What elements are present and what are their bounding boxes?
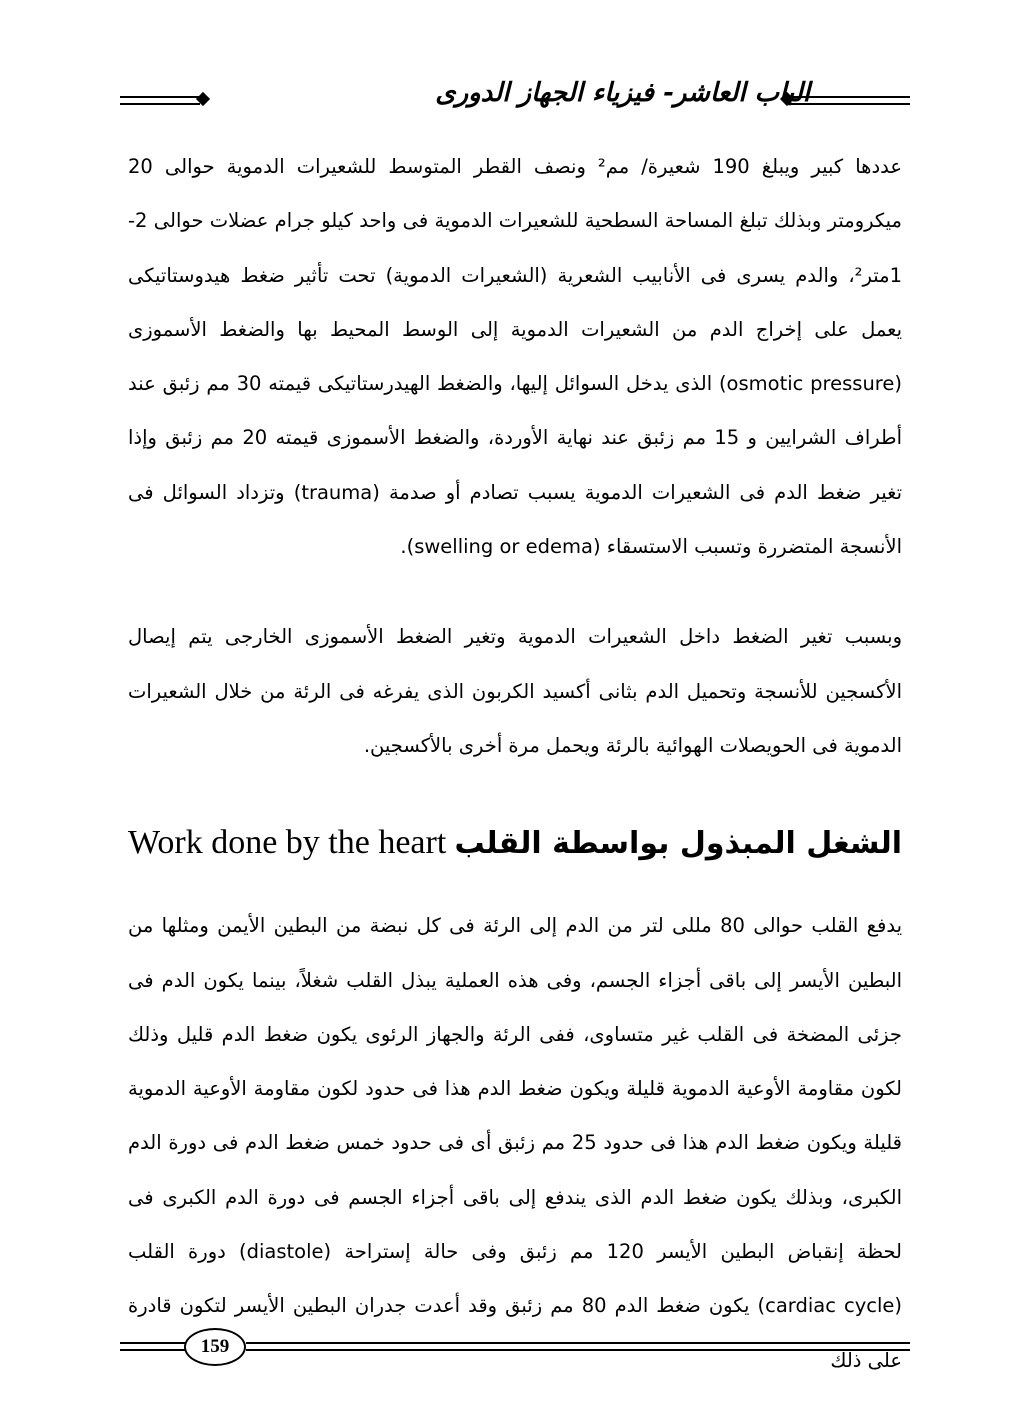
paragraph-capillaries: عددها كبير ويبلغ 190 شعيرة/ مم² ونصف القطر المتوسط للشعيرات الدموية حوالى 20 ميكرومتر وبذلك تبلغ المساحة السطحية للشعيرات الدموية فى واحد كيلو جرام عضلات حوالى 2-1متر²، والدم يسرى فى الأنابيب الشعرية (الشعيرات الدموية) تحت تأثير ضغط هيدوستاتيكى يعمل على إخراج الدم من الشعيرات الدموية إلى الوسط المحيط بها والضغط الأسموزى (osmotic pressure) الذى يدخل السوائل إليها، والضغط الهيدرستاتيكى قيمته 30 مم زئبق عند أطراف الشرايين و 15 مم زئبق عند نهاية الأوردة، والضغط الأسموزى قيمته 20 مم زئبق وإذا تغير ضغط الدم فى الشعيرات الدموية يسبب تصادم أو صدمة (trauma) وتزداد السوائل فى الأنسجة المتضررة وتسبب الاستسقاء (swelling or edema). (128, 155, 903, 559)
page-header (120, 74, 910, 122)
section-heading (128, 813, 902, 873)
page-footer (120, 1328, 910, 1368)
paragraph-heart-work: يدفع القلب حوالى 80 مللى لتر من الدم إلى الرئة فى كل نبضة من البطين الأيمن ومثلها من البطين الأيسر إلى باقى أجزاء الجسم، وفى هذه العملية يبذل القلب شغلاً، بينما يكون الدم فى جزئى المضخة فى القلب غير متساوى، ففى الرئة والجهاز الرئوى يكون ضغط الدم قليل وذلك لكون مقاومة الأوعية الدموية قليلة ويكون ضغط الدم هذا فى حدود لكون مقاومة الأوعية الدموية قليلة ويكون ضغط الدم هذا فى حدود 25 مم زئبق أى فى حدود خمس ضغط الدم فى دورة الدم الكبرى، وبذلك يكون ضغط الدم الذى يندفع إلى باقى أجزاء الجسم فى دورة الدم الكبرى فى لحظة إنقباض البطين الأيسر 120 مم زئبق وفى حالة إستراحة (diastole) دورة القلب (cardiac cycle) يكون ضغط الدم 80 مم زئبق وقد أعدت جدران البطين الأيسر لتكون قادرة على ذلك (128, 914, 902, 1372)
section-heading-arabic: الشغل المبذول بواسطة القلب (454, 825, 902, 861)
footer-rule-right (246, 1342, 910, 1351)
header-rule-left (120, 96, 200, 105)
paragraph-gas-exchange: وبسبب تغير الضغط داخل الشعيرات الدموية وتغير الضغط الأسموزى الخارجى يتم إيصال الأكسجين للأنسجة وتحميل الدم بثانى أكسيد الكربون الذى يفرغه فى الرئة من خلال الشعيرات الدموية فى الحويصلات الهوائية بالرئة ويحمل مرة أخرى بالأكسجين. (128, 625, 902, 757)
section-heading-english: Work done by the heart (128, 824, 447, 862)
footer-rule-left (120, 1342, 186, 1351)
page-number: 159 (184, 1328, 246, 1366)
chapter-title: الباب العاشر- فيزياء الجهاز الدورى (435, 78, 810, 108)
page-content (128, 140, 902, 1388)
